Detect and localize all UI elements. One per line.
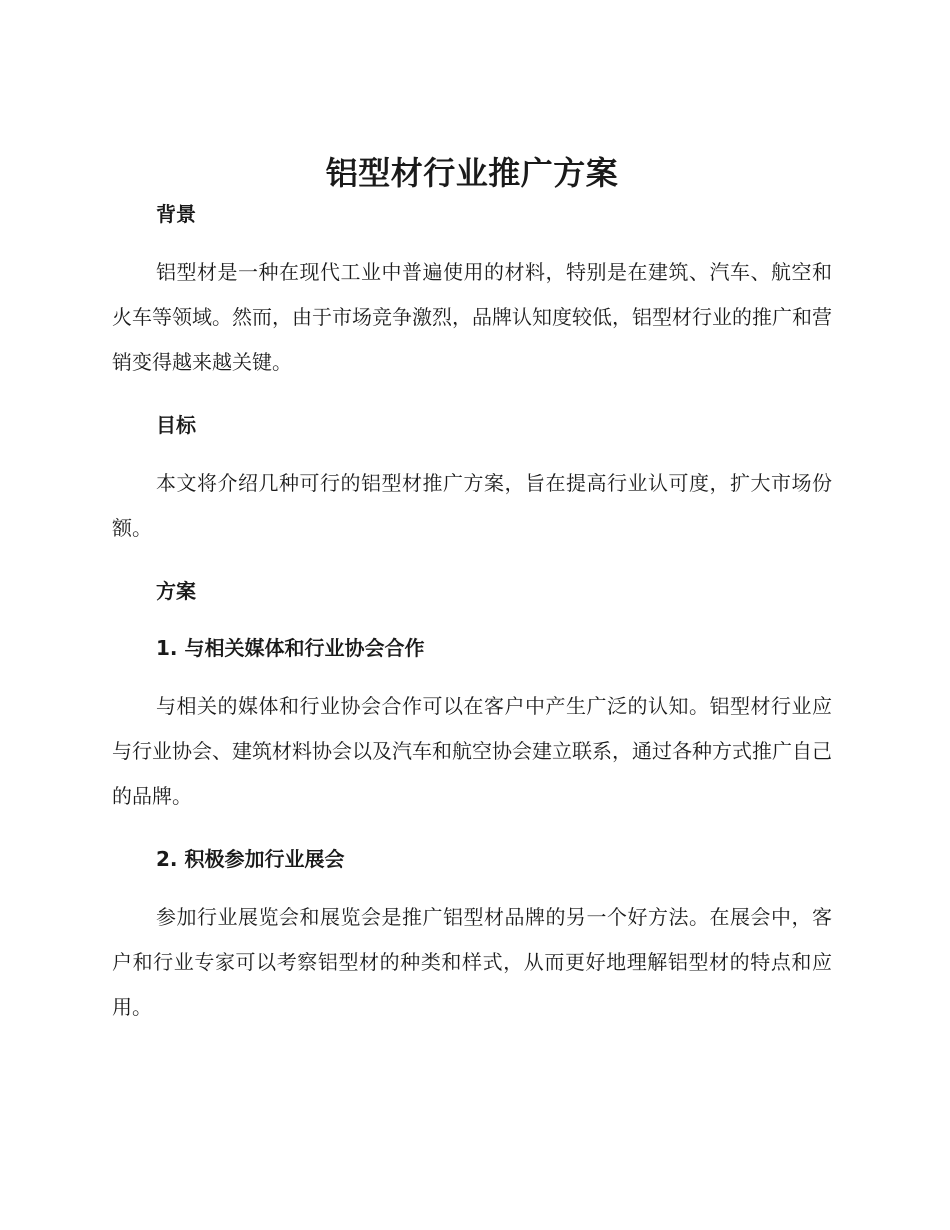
goal-paragraph: 本文将介绍几种可行的铝型材推广方案，旨在提高行业认可度，扩大市场份额。 — [112, 471, 832, 540]
document-page — [112, 150, 832, 1030]
goal-heading: 目标 — [156, 413, 196, 437]
plan-item-1-paragraph: 与相关的媒体和行业协会合作可以在客户中产生广泛的认知。铝型材行业应与行业协会、建筑材料协会以及汽车和航空协会建立联系，通过各种方式推广自己的品牌。 — [112, 694, 832, 808]
plan-heading: 方案 — [156, 579, 196, 603]
document-title: 铝型材行业推广方案 — [325, 154, 619, 192]
plan-item-1-heading: 1. 与相关媒体和行业协会合作 — [156, 636, 425, 660]
background-paragraph: 铝型材是一种在现代工业中普遍使用的材料，特别是在建筑、汽车、航空和火车等领域。然而，由于市场竞争激烈，品牌认知度较低，铝型材行业的推广和营销变得越来越关键。 — [112, 260, 832, 374]
background-heading: 背景 — [156, 202, 196, 226]
plan-item-2-heading: 2. 积极参加行业展会 — [156, 847, 345, 871]
plan-item-2-paragraph: 参加行业展览会和展览会是推广铝型材品牌的另一个好方法。在展会中，客户和行业专家可以考察铝型材的种类和样式，从而更好地理解铝型材的特点和应用。 — [112, 905, 832, 1019]
